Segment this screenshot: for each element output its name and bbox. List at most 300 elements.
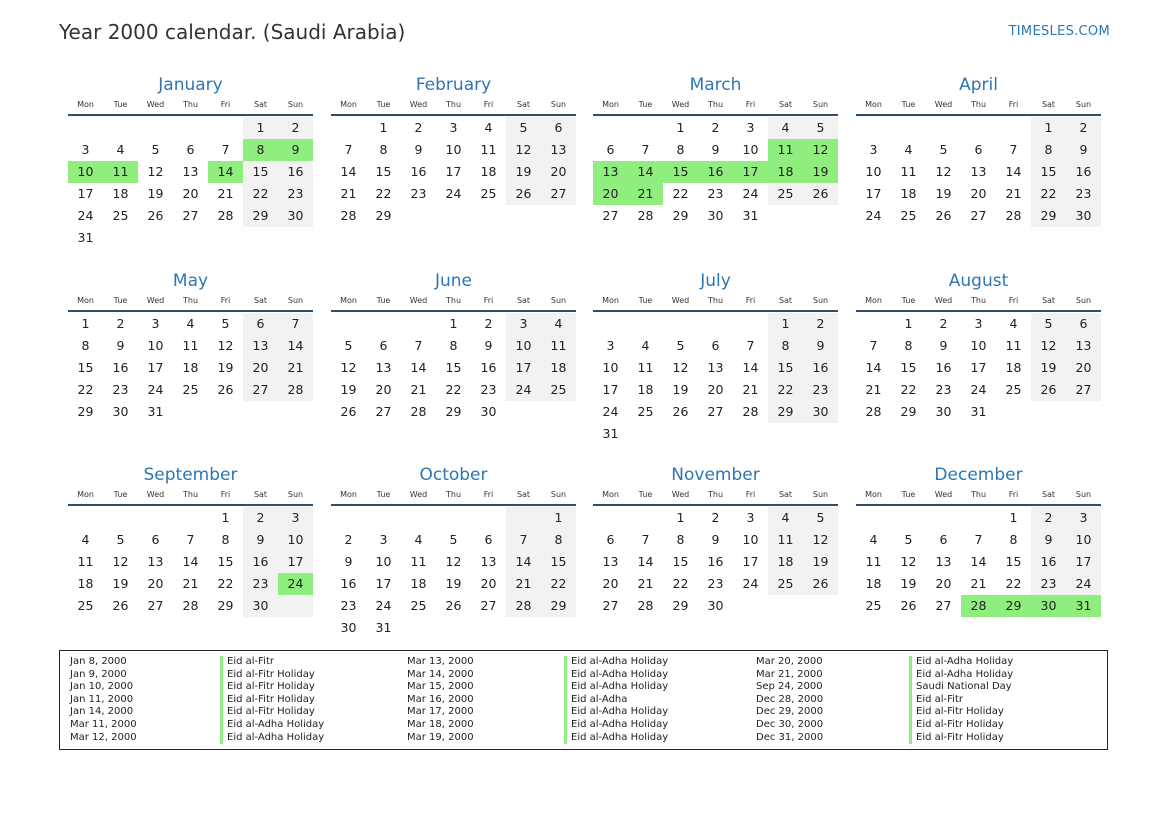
day-cell: 30 [707,208,724,223]
weekday-label: Sun [550,296,567,305]
holiday-name: Eid al-Fitr Holiday [909,719,1013,732]
week-row [68,313,313,335]
weekday-label: Fri [220,490,231,499]
day-cell: 28 [637,208,654,223]
day-cell: 30 [340,620,357,635]
day-cell: 22 [77,382,94,397]
empty-cell [103,507,138,529]
holiday-name: Eid al-Adha Holiday [220,732,324,745]
day-cell: 25 [1005,382,1022,397]
empty-cell [103,117,138,139]
day-cell: 23 [243,573,278,595]
holiday-name: Eid al-Fitr [220,656,324,669]
week-row [593,507,838,529]
day-cell: 5 [449,532,458,547]
day-cell: 21 [742,382,759,397]
day-cell: 7 [221,142,230,157]
day-cell: 2 [243,507,278,529]
day-cell: 5 [151,142,160,157]
day-cell: 13 [935,554,952,569]
holiday-date: Sep 24, 2000 [756,681,823,693]
day-cell: 11 [77,554,94,569]
day-cell: 11 [410,554,427,569]
week-row [331,335,576,357]
day-cell: 3 [151,316,160,331]
day-cell: 5 [344,338,353,353]
day-cell: 21 [628,183,663,205]
day-cell: 2 [344,532,353,547]
day-cell: 17 [602,382,619,397]
holiday-name: Eid al-Adha Holiday [564,656,668,669]
day-cell: 10 [742,142,759,157]
empty-cell [68,117,103,139]
holiday-name: Eid al-Fitr [909,694,1013,707]
day-cell: 27 [1066,379,1101,401]
day-cell: 15 [217,554,234,569]
day-cell: 19 [672,382,689,397]
day-cell: 2 [711,510,720,525]
week-row [856,379,1101,401]
month-february [331,74,576,227]
week-row [68,139,313,161]
day-cell: 5 [1031,313,1066,335]
day-cell: 16 [340,576,357,591]
day-cell: 14 [628,161,663,183]
month-name: April [959,75,998,95]
month-september [68,464,313,617]
empty-cell [173,117,208,139]
week-row [593,357,838,379]
day-cell: 4 [1009,316,1018,331]
month-divider [68,504,313,506]
day-cell: 14 [182,554,199,569]
day-cell: 20 [1066,357,1101,379]
day-cell: 28 [637,598,654,613]
day-cell: 18 [541,357,576,379]
day-cell: 22 [1005,576,1022,591]
day-cell: 27 [480,598,497,613]
holiday-date: Mar 15, 2000 [407,681,474,693]
day-cell: 14 [340,164,357,179]
day-cell: 14 [278,335,313,357]
weekday-label: Fri [483,100,494,109]
day-cell: 23 [278,183,313,205]
day-cell: 1 [379,120,388,135]
day-cell: 18 [637,382,654,397]
day-cell: 5 [904,532,913,547]
day-cell: 8 [1009,532,1018,547]
weekday-label: Thu [182,100,199,109]
site-link[interactable]: TIMESLES.COM [1008,24,1110,39]
weekday-label: Sat [1041,100,1056,109]
holiday-date: Dec 31, 2000 [756,731,824,743]
weekday-header [68,295,313,307]
weekday-label: Sun [1075,100,1092,109]
day-cell: 8 [81,338,90,353]
empty-cell [506,507,541,529]
day-cell: 25 [77,598,94,613]
empty-cell [138,117,173,139]
weekday-label: Wed [146,100,165,109]
empty-cell [803,205,838,227]
month-divider [856,114,1101,116]
day-cell: 24 [865,208,882,223]
day-cell: 7 [641,532,650,547]
empty-cell [331,313,366,335]
day-cell: 26 [506,183,541,205]
day-cell: 7 [1009,142,1018,157]
empty-cell [961,117,996,139]
day-cell: 27 [375,404,392,419]
day-cell: 11 [1005,338,1022,353]
day-cell: 23 [340,598,357,613]
day-cell: 6 [939,532,948,547]
day-cell: 12 [803,529,838,551]
day-cell: 20 [970,186,987,201]
day-cell: 17 [77,186,94,201]
empty-cell [436,507,471,529]
weekday-label: Tue [376,490,391,499]
day-cell: 9 [803,335,838,357]
day-cell: 11 [541,335,576,357]
holiday-name: Eid al-Fitr Holiday [909,706,1013,719]
day-cell: 29 [77,404,94,419]
empty-cell [541,617,576,639]
holiday-date-column [70,656,137,744]
day-cell: 14 [637,554,654,569]
week-row [331,183,576,205]
holiday-date-column [407,656,474,744]
day-cell: 19 [803,161,838,183]
day-cell: 11 [103,161,138,183]
day-cell: 8 [243,139,278,161]
empty-cell [471,617,506,639]
week-row [856,205,1101,227]
weekday-header [593,99,838,111]
day-cell: 9 [278,139,313,161]
week-row [856,117,1101,139]
week-row [331,161,576,183]
weekday-label: Thu [707,490,724,499]
weekday-label: Mon [77,296,94,305]
empty-cell [733,423,768,445]
weekday-label: Sun [287,100,304,109]
weekday-header [856,99,1101,111]
day-cell: 20 [593,183,628,205]
day-cell: 22 [768,379,803,401]
day-cell: 26 [1031,379,1066,401]
day-cell: 13 [243,335,278,357]
day-cell: 3 [379,532,388,547]
holiday-date: Jan 11, 2000 [70,693,134,705]
weekday-label: Sun [812,100,829,109]
day-cell: 4 [116,142,125,157]
day-cell: 14 [506,551,541,573]
weekday-label: Mon [602,296,619,305]
weekday-label: Sat [253,490,268,499]
day-cell: 19 [900,576,917,591]
day-cell: 28 [506,595,541,617]
day-cell: 20 [243,357,278,379]
weekday-label: Tue [113,490,128,499]
day-cell: 20 [707,382,724,397]
day-cell: 14 [865,360,882,375]
day-cell: 30 [707,598,724,613]
day-cell: 6 [606,532,615,547]
day-cell: 12 [445,554,462,569]
day-cell: 27 [541,183,576,205]
day-cell: 17 [742,554,759,569]
day-cell: 23 [410,186,427,201]
weekday-label: Mon [865,296,882,305]
day-cell: 13 [541,139,576,161]
weekday-label: Sun [287,296,304,305]
day-cell: 13 [147,554,164,569]
week-row [68,117,313,139]
day-cell: 23 [707,576,724,591]
weekday-label: Wed [409,100,428,109]
day-cell: 31 [602,426,619,441]
weekday-label: Wed [671,100,690,109]
day-cell: 3 [746,120,755,135]
holiday-name-column [564,656,668,744]
empty-cell [331,117,366,139]
weekday-header [331,295,576,307]
holiday-name: Eid al-Adha Holiday [564,719,668,732]
day-cell: 6 [974,142,983,157]
week-row [331,551,576,573]
empty-cell [593,117,628,139]
week-row [331,313,576,335]
weekday-label: Tue [113,296,128,305]
day-cell: 24 [375,598,392,613]
day-cell: 21 [970,576,987,591]
day-cell: 21 [278,357,313,379]
day-cell: 15 [672,554,689,569]
day-cell: 9 [344,554,353,569]
day-cell: 16 [698,161,733,183]
day-cell: 15 [445,360,462,375]
day-cell: 2 [803,313,838,335]
day-cell: 2 [1066,117,1101,139]
empty-cell [278,401,313,423]
day-cell: 9 [711,532,720,547]
day-cell: 10 [1066,529,1101,551]
day-cell: 6 [606,142,615,157]
day-cell: 30 [278,205,313,227]
day-cell: 5 [221,316,230,331]
day-cell: 8 [1031,139,1066,161]
weekday-label: Sun [812,296,829,305]
week-row [856,335,1101,357]
week-row [331,117,576,139]
month-june [331,270,576,423]
weekday-label: Thu [182,490,199,499]
day-cell: 24 [278,573,313,595]
week-row [593,595,838,617]
day-cell: 29 [217,598,234,613]
day-cell: 8 [676,532,685,547]
day-cell: 26 [672,404,689,419]
week-row [856,551,1101,573]
week-row [593,551,838,573]
weekday-label: Sat [516,490,531,499]
day-cell: 20 [935,576,952,591]
weekday-header [331,489,576,501]
day-cell: 27 [970,208,987,223]
day-cell: 30 [480,404,497,419]
week-row [593,401,838,423]
day-cell: 17 [506,357,541,379]
empty-cell [173,227,208,249]
day-cell: 13 [375,360,392,375]
day-cell: 1 [676,510,685,525]
weekday-label: Wed [934,490,953,499]
day-cell: 10 [278,529,313,551]
day-cell: 18 [77,576,94,591]
weekday-label: Thu [445,296,462,305]
month-divider [331,114,576,116]
day-cell: 28 [961,595,996,617]
weekday-label: Sat [516,100,531,109]
day-cell: 6 [151,532,160,547]
weekday-label: Tue [638,100,653,109]
weekday-label: Tue [901,296,916,305]
day-cell: 25 [112,208,129,223]
weekday-header [593,295,838,307]
day-cell: 16 [1066,161,1101,183]
day-cell: 5 [803,117,838,139]
weekday-label: Wed [934,296,953,305]
day-cell: 22 [217,576,234,591]
day-cell: 25 [182,382,199,397]
day-cell: 19 [935,186,952,201]
week-row [331,507,576,529]
month-divider [68,114,313,116]
day-cell: 25 [768,183,803,205]
week-row [68,357,313,379]
day-cell: 10 [68,161,103,183]
day-cell: 26 [935,208,952,223]
month-may [68,270,313,423]
day-cell: 17 [865,186,882,201]
weekday-label: Sat [516,296,531,305]
day-cell: 4 [641,338,650,353]
month-name: February [415,75,492,95]
day-cell: 8 [449,338,458,353]
day-cell: 6 [243,313,278,335]
day-cell: 29 [672,208,689,223]
day-cell: 28 [410,404,427,419]
month-name: August [948,271,1009,291]
day-cell: 2 [116,316,125,331]
day-cell: 25 [480,186,497,201]
day-cell: 5 [676,338,685,353]
day-cell: 29 [375,208,392,223]
holiday-date: Mar 21, 2000 [756,668,823,680]
day-cell: 11 [637,360,654,375]
day-cell: 8 [676,142,685,157]
empty-cell [768,205,803,227]
day-cell: 17 [733,161,768,183]
day-cell: 14 [1005,164,1022,179]
month-april [856,74,1101,227]
day-cell: 2 [484,316,493,331]
weekday-header [593,489,838,501]
empty-cell [593,313,628,335]
day-cell: 15 [1005,554,1022,569]
holiday-name-column [909,656,1013,744]
day-cell: 13 [1066,335,1101,357]
day-cell: 17 [445,164,462,179]
holiday-name: Saudi National Day [909,681,1013,694]
week-row [331,573,576,595]
empty-cell [506,617,541,639]
holiday-date: Mar 16, 2000 [407,693,474,705]
day-cell: 30 [112,404,129,419]
day-cell: 24 [742,186,759,201]
day-cell: 15 [375,164,392,179]
day-cell: 18 [768,161,803,183]
weekday-label: Mon [865,100,882,109]
day-cell: 3 [1066,507,1101,529]
week-row [593,573,838,595]
empty-cell [138,507,173,529]
day-cell: 25 [768,573,803,595]
day-cell: 3 [606,338,615,353]
weekday-label: Sat [1041,296,1056,305]
holiday-name: Eid al-Fitr Holiday [909,732,1013,745]
holiday-date: Mar 14, 2000 [407,668,474,680]
weekday-label: Fri [220,296,231,305]
page-title: Year 2000 calendar. (Saudi Arabia) [59,20,406,44]
weekday-label: Wed [409,296,428,305]
day-cell: 4 [768,507,803,529]
week-row [593,313,838,335]
empty-cell [208,401,243,423]
holiday-name: Eid al-Adha [564,694,668,707]
day-cell: 15 [1031,161,1066,183]
holiday-name: Eid al-Fitr Holiday [220,681,324,694]
day-cell: 18 [1005,360,1022,375]
holiday-name: Eid al-Fitr Holiday [220,706,324,719]
weekday-label: Wed [409,490,428,499]
day-cell: 24 [970,382,987,397]
day-cell: 11 [768,529,803,551]
day-cell: 21 [865,382,882,397]
week-row [856,161,1101,183]
day-cell: 10 [970,338,987,353]
day-cell: 18 [865,576,882,591]
month-december [856,464,1101,617]
holiday-date: Jan 10, 2000 [70,681,134,693]
empty-cell [698,423,733,445]
day-cell: 29 [672,598,689,613]
day-cell: 30 [1031,595,1066,617]
day-cell: 25 [865,598,882,613]
weekday-header [856,489,1101,501]
weekday-header [68,489,313,501]
day-cell: 26 [445,598,462,613]
month-name: December [934,465,1023,485]
day-cell: 27 [602,208,619,223]
day-cell: 30 [935,404,952,419]
day-cell: 29 [243,205,278,227]
weekday-label: Mon [602,100,619,109]
weekday-label: Tue [376,100,391,109]
day-cell: 21 [506,573,541,595]
day-cell: 21 [340,186,357,201]
